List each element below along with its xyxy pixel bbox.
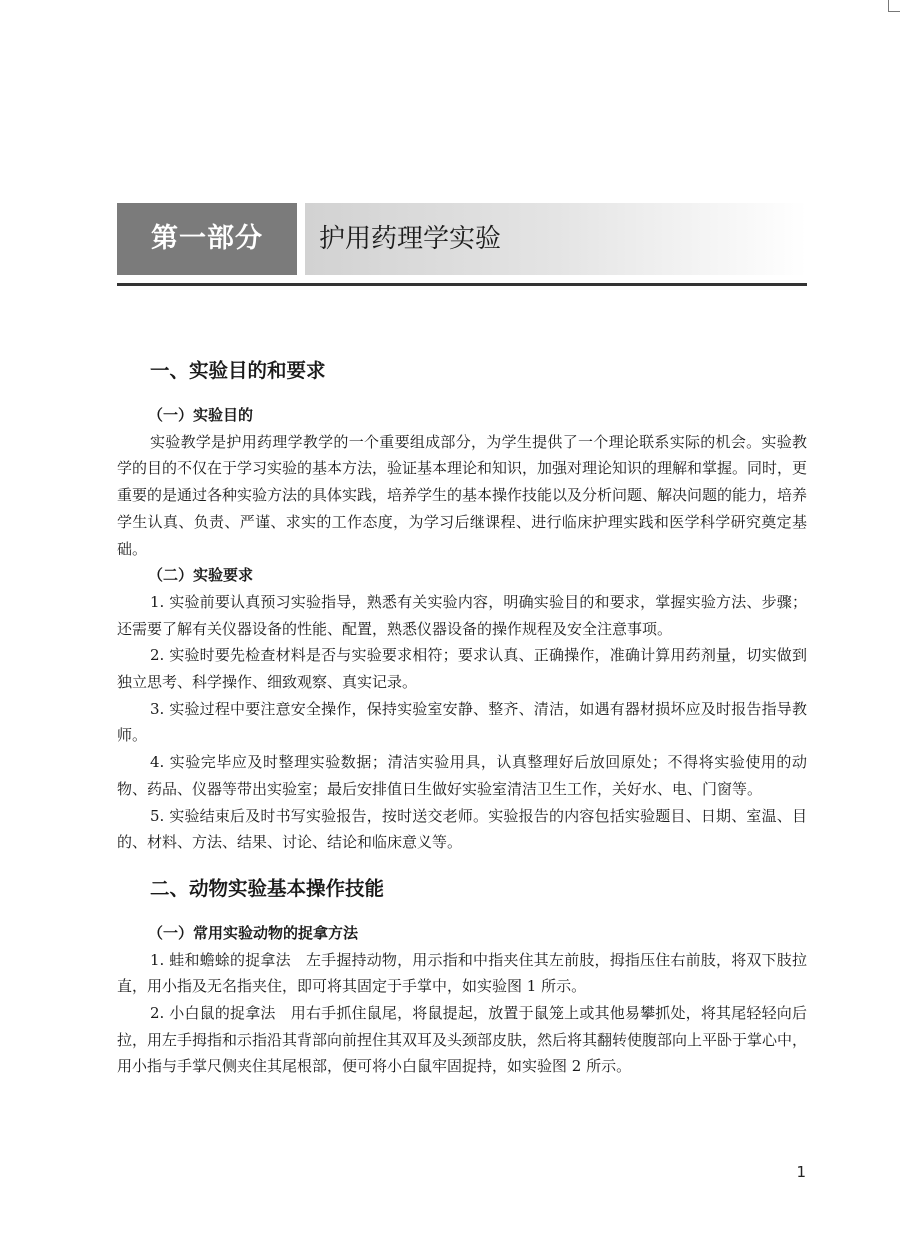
paragraph-purpose: 实验教学是护用药理学教学的一个重要组成部分，为学生提供了一个理论联系实际的机会。实验教学的目的不仅在于学习实验的基本方法，验证基本理论和知识，加强对理论知识的理解和掌握。同时，更重要的是通过各种实验方法的具体实践，培养学生的基本操作技能以及分析问题、解决问题的能力，培养学生认真、负责、严谨、求实的工作态度，为学习后继课程、进行临床护理实践和医学科学研究奠定基础。: [117, 432, 808, 558]
requirement-item-1: 1. 实验前要认真预习实验指导，熟悉有关实验内容，明确实验目的和要求，掌握实验方法、步骤；还需要了解有关仪器设备的性能、配置，熟悉仪器设备的操作规程及安全注意事项。: [117, 592, 807, 638]
part-label: 第一部分: [117, 203, 297, 275]
page-number: 1: [796, 1163, 806, 1181]
handling-item-1: 1. 蛙和蟾蜍的捉拿法 左手握持动物，用示指和中指夹住其左前肢，拇指压住右前肢，将双下肢拉直，用小指及无名指夹住，即可将其固定于手掌中，如实验图 1 所示。: [117, 950, 807, 996]
section-heading-1: 一、实验目的和要求: [150, 359, 326, 382]
page-body: [117, 356, 807, 1080]
subsection-heading-handling: （一）常用实验动物的捉拿方法: [148, 923, 359, 942]
section-heading-2: 二、动物实验基本操作技能: [150, 876, 385, 900]
subsection-heading-requirements: （二）实验要求: [148, 566, 254, 585]
requirement-item-4: 4. 实验完毕应及时整理实验数据；清洁实验用具，认真整理好后放回原处；不得将实验使用的动物、药品、仪器等带出实验室；最后安排值日生做好实验室清洁卫生工作，关好水、电、门窗等。: [117, 753, 807, 798]
requirement-item-5: 5. 实验结束后及时书写实验报告，按时送交老师。实验报告的内容包括实验题目、日期、室温、目的、材料、方法、结果、讨论、结论和临床意义等。: [117, 806, 807, 852]
crop-corner-mark: [888, 0, 900, 12]
requirement-item-3: 3. 实验过程中要注意安全操作，保持实验室安静、整齐、清洁，如遇有器材损坏应及时报告指导教师。: [117, 699, 807, 745]
subsection-heading-purpose: （一）实验目的: [148, 406, 254, 424]
part-banner: [117, 203, 807, 275]
requirement-item-2: 2. 实验时要先检查材料是否与实验要求相符；要求认真、正确操作，准确计算用药剂量，切实做到独立思考、科学操作、细致观察、真实记录。: [117, 646, 807, 692]
part-title: 护用药理学实验: [305, 203, 807, 275]
handling-item-2: 2. 小白鼠的捉拿法 用右手抓住鼠尾，将鼠提起，放置于鼠笼上或其他易攀抓处，将其尾轻轻向后拉，用左手拇指和示指沿其背部向前捏住其双耳及头颈部皮肤，然后将其翻转使腹部向上平卧于掌心中，用小指与手掌尺侧夹住其尾根部，便可将小白鼠牢固捉持，如实验图 2 所示。: [117, 1004, 808, 1076]
banner-underline: [117, 283, 807, 286]
